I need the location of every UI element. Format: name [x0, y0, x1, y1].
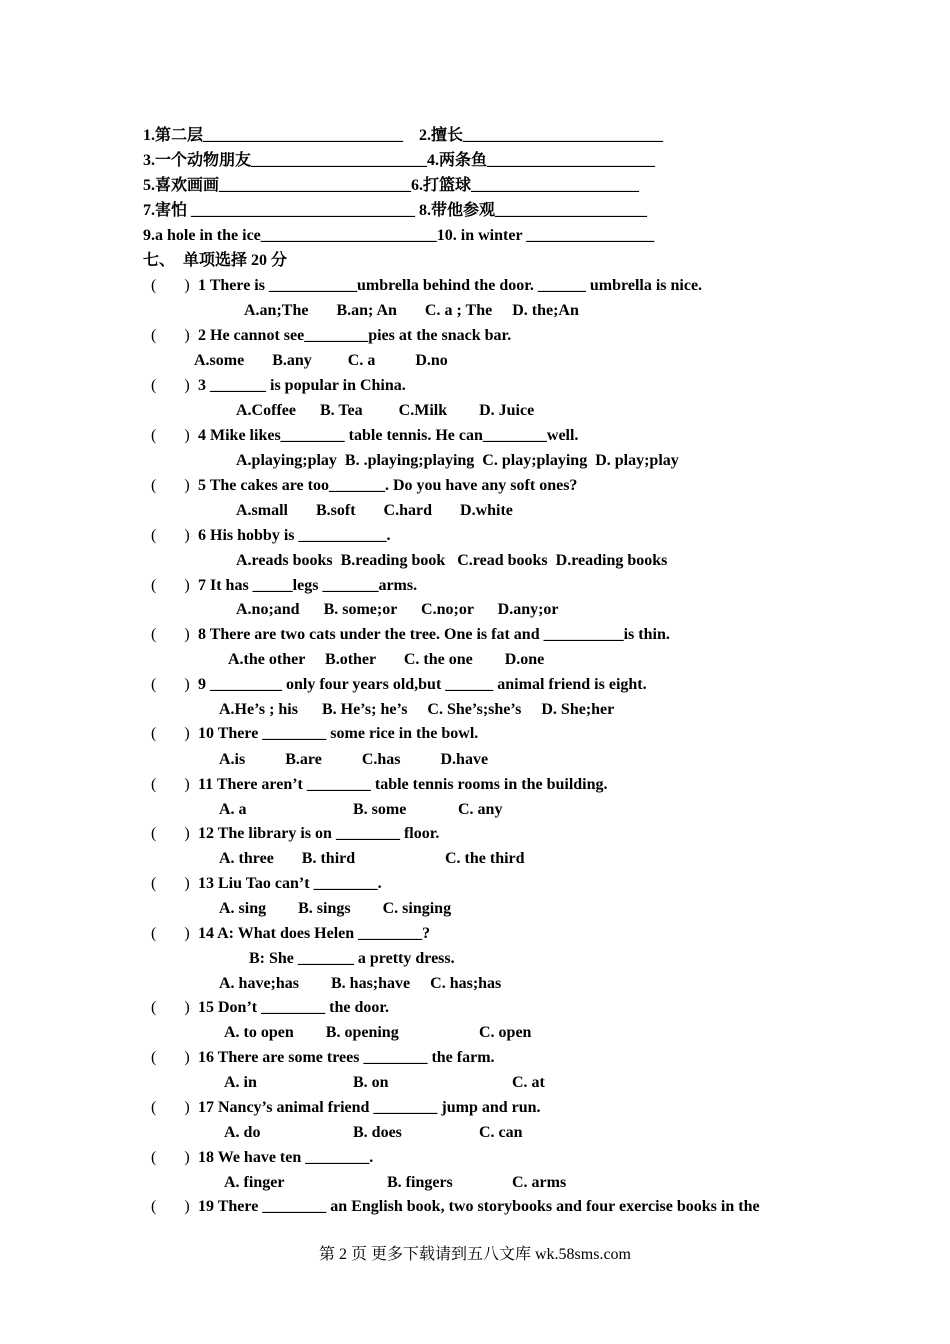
option-16-c: C. at — [512, 1074, 545, 1091]
option-18-a: A. finger — [224, 1174, 285, 1191]
question-6: 6 His hobby is ___________. — [198, 527, 391, 544]
question-14: 14 A: What does Helen ________? — [198, 925, 431, 942]
options-8: A.the other B.other C. the one D.one — [228, 651, 545, 668]
option-15-c: C. open — [479, 1024, 532, 1041]
answer-blank: ( ) — [151, 477, 190, 494]
answer-blank: ( ) — [151, 527, 190, 544]
options-10: A.is B.are C.has D.have — [219, 751, 489, 768]
answer-blank: ( ) — [151, 725, 190, 742]
question-12: 12 The library is on ________ floor. — [198, 825, 440, 842]
options-7: A.no;and B. some;or C.no;or D.any;or — [236, 601, 559, 618]
question-13: 13 Liu Tao can’t ________. — [198, 875, 382, 892]
question-7: 7 It has _____legs _______arms. — [198, 577, 418, 594]
question-11: 11 There aren’t ________ table tennis rooms in the building. — [198, 776, 608, 793]
option-17-c: C. can — [479, 1124, 523, 1141]
vocab-line-2: 3.一个动物朋友______________________4.两条鱼_____________________ — [143, 152, 656, 169]
options-6: A.reads books B.reading book C.read books D.reading books — [236, 552, 668, 569]
answer-blank: ( ) — [151, 377, 190, 394]
vocab-line-3: 5.喜欢画画________________________6.打篮球_____________________ — [143, 177, 640, 194]
options-14: A. have;has B. has;have C. has;has — [219, 975, 502, 992]
section-heading: 七、 单项选择 20 分 — [143, 252, 288, 269]
options-9: A.He’s ; his B. He’s; he’s C. She’s;she’s D. She;her — [219, 701, 615, 718]
options-1: A.an;The B.an; An C. a ; The D. the;An — [244, 302, 579, 319]
option-17-a: A. do — [224, 1124, 261, 1141]
question-14-reply: B: She _______ a pretty dress. — [249, 950, 455, 967]
vocab-line-1: 1.第二层_________________________ 2.擅长_________________________ — [143, 127, 664, 144]
question-15: 15 Don’t ________ the door. — [198, 999, 389, 1016]
option-11-a: A. a — [219, 801, 247, 818]
vocab-line-5: 9.a hole in the ice______________________10. in winter ________________ — [143, 227, 655, 244]
question-2: 2 He cannot see________pies at the snack bar. — [198, 327, 512, 344]
option-16-b: B. on — [353, 1074, 389, 1091]
option-16-a: A. in — [224, 1074, 257, 1091]
question-8: 8 There are two cats under the tree. One is fat and __________is thin. — [198, 626, 670, 643]
answer-blank: ( ) — [151, 825, 190, 842]
answer-blank: ( ) — [151, 327, 190, 344]
answer-blank: ( ) — [151, 577, 190, 594]
option-11-b: B. some — [353, 801, 407, 818]
options-4: A.playing;play B. .playing;playing C. play;playing D. play;play — [236, 452, 679, 469]
answer-blank: ( ) — [151, 1198, 190, 1215]
question-5: 5 The cakes are too_______. Do you have any soft ones? — [198, 477, 578, 494]
options-13: A. sing B. sings C. singing — [219, 900, 452, 917]
options-3: A.Coffee B. Tea C.Milk D. Juice — [236, 402, 535, 419]
answer-blank: ( ) — [151, 676, 190, 693]
options-15: A. to open B. opening — [224, 1024, 399, 1041]
question-4: 4 Mike likes________ table tennis. He can________well. — [198, 427, 579, 444]
answer-blank: ( ) — [151, 875, 190, 892]
options-2: A.some B.any C. a D.no — [194, 352, 448, 369]
question-17: 17 Nancy’s animal friend ________ jump and run. — [198, 1099, 541, 1116]
page-footer: 第 2 页 更多下载请到五八文库 wk.58sms.com — [318, 1246, 631, 1263]
option-12-c: C. the third — [445, 850, 525, 867]
options-5: A.small B.soft C.hard D.white — [236, 502, 513, 519]
option-18-c: C. arms — [512, 1174, 567, 1191]
question-10: 10 There ________ some rice in the bowl. — [198, 725, 479, 742]
question-9: 9 _________ only four years old,but ______ animal friend is eight. — [198, 676, 647, 693]
options-12: A. three B. third — [219, 850, 356, 867]
question-19: 19 There ________ an English book, two storybooks and four exercise books in the — [198, 1198, 760, 1215]
answer-blank: ( ) — [151, 1149, 190, 1166]
answer-blank: ( ) — [151, 427, 190, 444]
answer-blank: ( ) — [151, 925, 190, 942]
answer-blank: ( ) — [151, 277, 190, 294]
answer-blank: ( ) — [151, 999, 190, 1016]
answer-blank: ( ) — [151, 626, 190, 643]
option-18-b: B. fingers — [387, 1174, 453, 1191]
option-17-b: B. does — [353, 1124, 402, 1141]
question-16: 16 There are some trees ________ the farm. — [198, 1049, 495, 1066]
option-11-c: C. any — [458, 801, 503, 818]
question-18: 18 We have ten ________. — [198, 1149, 374, 1166]
vocab-line-4: 7.害怕 ____________________________ 8.带他参观___________________ — [143, 202, 648, 219]
answer-blank: ( ) — [151, 1049, 190, 1066]
answer-blank: ( ) — [151, 1099, 190, 1116]
answer-blank: ( ) — [151, 776, 190, 793]
question-1: 1 There is ___________umbrella behind the door. ______ umbrella is nice. — [198, 277, 703, 294]
question-3: 3 _______ is popular in China. — [198, 377, 406, 394]
